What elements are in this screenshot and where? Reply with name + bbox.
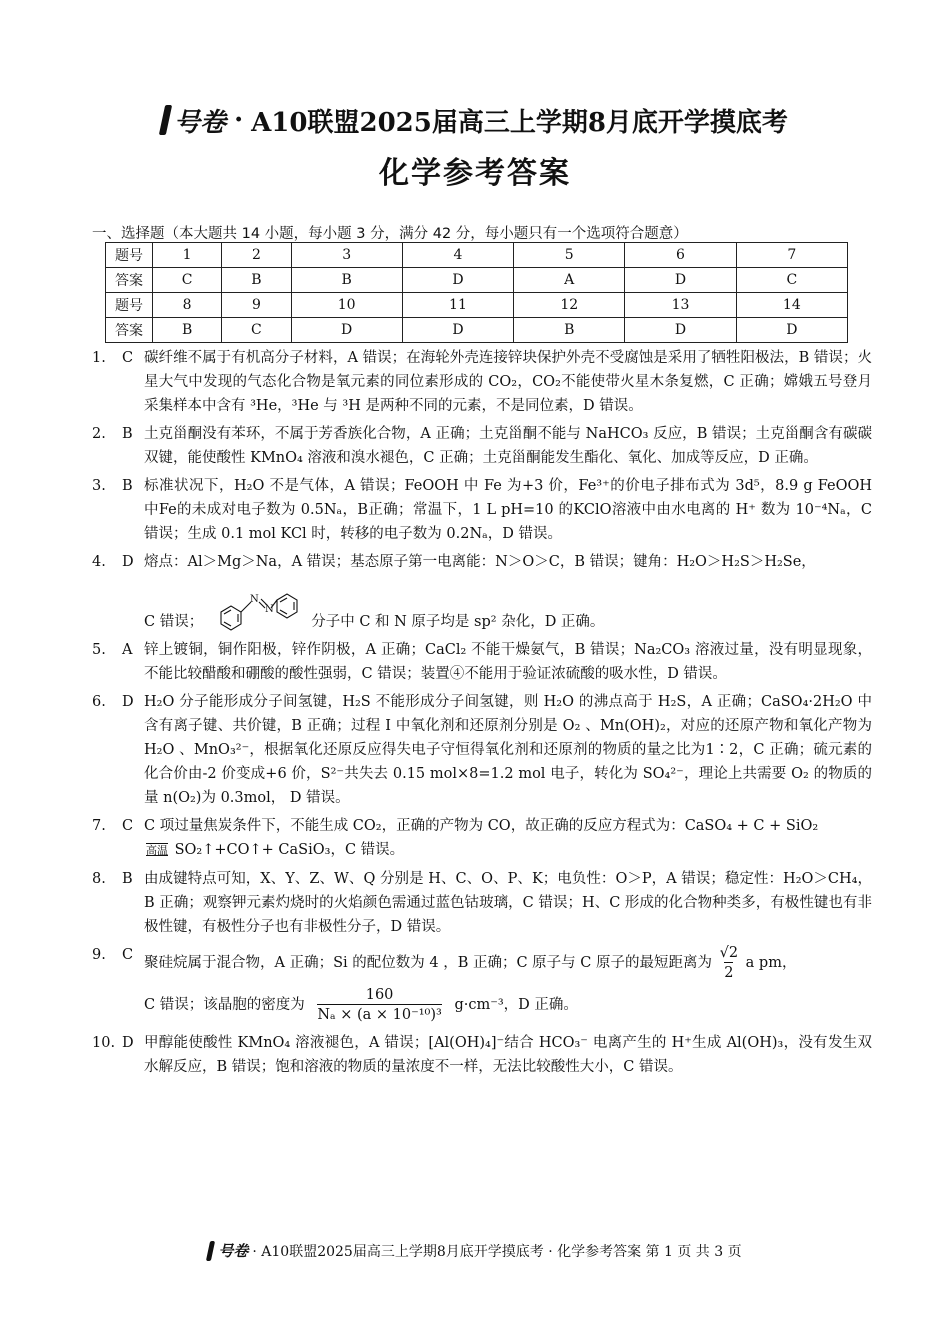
item-text-part: g·cm⁻³，D 正确。 (454, 997, 578, 1013)
answer-table-body (106, 243, 848, 343)
fraction-density (317, 986, 442, 1024)
title-separator: · (234, 105, 244, 135)
brand-logo-text: 号卷 (174, 107, 227, 138)
item-number: 6. (92, 694, 106, 710)
item-text: 标准状况下，H₂O 不是气体，A 错误；FeOOH 中 Fe 为+3 价，Fe³⁺的价电子排布式为 3d⁵，8.9 g FeOOH 中Fe的未成对电子数为 0.5Nₐ，B正确；常温下，1 L pH=10 的KClO溶液中由水电离的 H⁺ 数为 10⁻⁴Nₐ，C 错误；生成 0.1 mol KCl 时，转移的电子数为 0.2Nₐ，D 错误。 (144, 478, 872, 542)
exam-title: A10联盟2025届高三上学期8月底开学摸底考 (251, 107, 788, 138)
item-number: 1. (92, 350, 106, 366)
item-answer: C (122, 818, 134, 834)
question-number-cell: 9 (222, 293, 291, 318)
answer-cell: D (402, 318, 513, 343)
item-text-part: C 错误；该晶胞的密度为 (144, 997, 305, 1013)
explanation-item-8 (92, 867, 872, 939)
page-footer (0, 1240, 950, 1261)
item-text-part: 聚硅烷属于混合物，A 正确；Si 的配位数为 4 ，B 正确；C 原子与 C 原子的最短距离为 (144, 955, 712, 971)
question-number-cell: 14 (736, 293, 847, 318)
section-heading: 一、选择题（本大题共 14 小题，每小题 3 分，满分 42 分，每小题只有一个选项符合题意） (92, 226, 688, 242)
answer-row-label: 答案 (106, 268, 153, 293)
fraction-denominator: 2 (724, 962, 733, 982)
exam-subtitle: 化学参考答案 (379, 156, 571, 191)
svg-text:N: N (250, 594, 259, 605)
answer-cell: D (625, 318, 736, 343)
item-text-line (144, 983, 872, 1027)
reaction-condition: 高温 (146, 844, 168, 857)
exam-title-line (0, 100, 950, 140)
item-text-part: SO₂↑+CO↑+ CaSiO₃，C 错误。 (174, 842, 405, 858)
explanation-item-1 (92, 346, 872, 418)
explanation-item-9 (92, 943, 872, 1027)
item-text: 由成键特点可知，X、Y、Z、W、Q 分别是 H、C、O、P、K；电负性：O＞P，A 错误；稳定性：H₂O＞CH₄，B 正确；观察钾元素灼烧时的火焰颜色需通过蓝色钴玻璃，C 错误；H、C 形成的化合物种类多，有极性键也有非极性键，有极性分子也有非极性分子，D 错误。 (144, 871, 872, 935)
answer-row (106, 318, 848, 343)
item-answer: B (122, 478, 133, 494)
item-text-line: 熔点：Al＞Mg＞Na，A 错误；基态原子第一电离能：N＞O＞C，B 错误；键角：H₂O＞H₂S＞H₂Se， (144, 554, 816, 570)
question-number-cell: 2 (222, 243, 291, 268)
answer-cell: D (402, 268, 513, 293)
explanation-item-7 (92, 814, 872, 863)
question-number-cell: 13 (625, 293, 736, 318)
answer-cell: C (153, 268, 222, 293)
item-text-line: C 项过量焦炭条件下，不能生成 CO₂，正确的产物为 CO，故正确的反应方程式为：CaSO₄ + C + SiO₂ (144, 818, 819, 834)
item-answer: C (122, 350, 134, 366)
answer-cell: A (514, 268, 625, 293)
brand-logo (162, 102, 226, 139)
footer-brand-logo (208, 1240, 248, 1261)
footer-text: · A10联盟2025届高三上学期8月底开学摸底考 · 化学参考答案 第 1 页 共 3 页 (252, 1243, 742, 1260)
item-answer: B (122, 871, 133, 887)
item-text-line (144, 943, 872, 983)
answer-cell: C (736, 268, 847, 293)
answer-cell: C (222, 318, 291, 343)
item-text-part: C 错误； (144, 614, 204, 630)
answer-cell: B (291, 268, 402, 293)
answer-table (105, 242, 848, 343)
item-text (144, 814, 872, 863)
question-number-cell: 11 (402, 293, 513, 318)
question-number-cell: 1 (153, 243, 222, 268)
item-number: 3. (92, 478, 106, 494)
item-text: 土克甾酮没有苯环，不属于芳香族化合物，A 正确；土克甾酮不能与 NaHCO₃ 反应，B 错误；土克甾酮含有碳碳双键，能使酸性 KMnO₄ 溶液和溴水褪色，C 正确；土克甾酮能发生酯化、氧化、加成等反应，D 正确。 (144, 426, 872, 466)
item-answer: A (122, 642, 133, 658)
molecule-line (144, 574, 872, 634)
question-number-cell: 8 (153, 293, 222, 318)
item-text: H₂O 分子能形成分子间氢键，H₂S 不能形成分子间氢键，则 H₂O 的沸点高于 H₂S，A 正确；CaSO₄·2H₂O 中含有离子键、共价键，B 正确；过程 I 中氧化剂和还原剂分别是 O₂ 、Mn(OH)₂，对应的还原产物和氧化产物为 H₂O 、MnO₃²⁻，根据氧化还原反应得失电子守恒得氧化剂和还原剂的物质的量之比为1∶2，C 正确；硫元素的化合价由-2 价变成+6 价，S²⁻共失去 0.15 mol×8=1.2 mol 电子，转化为 SO₄²⁻，理论上共需要 O₂ 的物质的量 n(O₂)为 0.3mol， D 错误。 (144, 694, 872, 806)
item-text-part: a pm， (745, 955, 797, 971)
explanation-item-4 (92, 550, 872, 634)
question-number-cell: 7 (736, 243, 847, 268)
fraction-numerator: 160 (365, 987, 394, 1003)
explanation-item-2 (92, 422, 872, 470)
answer-cell: B (514, 318, 625, 343)
footer-brand-text: 号卷 (218, 1242, 249, 1260)
fraction-numerator: √2 (719, 945, 739, 961)
question-number-cell: 3 (291, 243, 402, 268)
item-text: 锌上镀铜，铜作阳极，锌作阴极，A 正确；CaCl₂ 不能干燥氨气，B 错误；Na₂CO₃ 溶液过量，没有明显现象，不能比较醋酸和硼酸的酸性强弱，C 错误；装置④不能用于验证浓硫酸的吸水性，D 错误。 (144, 642, 872, 682)
question-number-cell: 5 (514, 243, 625, 268)
item-answer: D (122, 1035, 134, 1051)
item-number: 9. (92, 947, 106, 963)
question-number-cell: 6 (625, 243, 736, 268)
item-text: 碳纤维不属于有机高分子材料，A 错误；在海轮外壳连接锌块保护外壳不受腐蚀是采用了牺牲阳极法，B 错误；火星大气中发现的气态化合物是氧元素的同位素形成的 CO₂，CO₂不能使带火星木条复燃，C 正确；嫦娥五号登月采集样本中含有 ³He，³He 与 ³H 是两种不同的元素，不是同位素，D 错误。 (144, 350, 872, 414)
item-text-line (144, 838, 872, 863)
explanation-item-6 (92, 690, 872, 810)
question-number-row (106, 293, 848, 318)
item-number: 4. (92, 554, 106, 570)
item-number: 8. (92, 871, 106, 887)
item-number: 5. (92, 642, 106, 658)
answer-cell: D (625, 268, 736, 293)
item-text: 甲醇能使酸性 KMnO₄ 溶液褪色，A 错误；[Al(OH)₄]⁻结合 HCO₃⁻ 电离产生的 H⁺生成 Al(OH)₃，没有发生双水解反应，B 错误；饱和溶液的物质的量浓度不一样，无法比较酸性大小，C 错误。 (144, 1035, 872, 1075)
item-answer: B (122, 426, 133, 442)
item-text (144, 943, 872, 1027)
question-number-row-label: 题号 (106, 243, 153, 268)
answer-cell: D (291, 318, 402, 343)
item-number: 2. (92, 426, 106, 442)
answer-cell: D (736, 318, 847, 343)
item-text-part: 分子中 C 和 N 原子均是 sp² 杂化，D 正确。 (311, 614, 605, 630)
item-answer: D (122, 694, 134, 710)
question-number-row-label: 题号 (106, 293, 153, 318)
explanations (92, 346, 872, 1083)
explanation-item-3 (92, 474, 872, 546)
fraction-denominator: Nₐ × (a × 10⁻¹⁰)³ (317, 1004, 442, 1024)
question-number-cell: 4 (402, 243, 513, 268)
answer-cell: B (153, 318, 222, 343)
item-text (144, 550, 872, 634)
question-number-row (106, 243, 848, 268)
item-number: 7. (92, 818, 106, 834)
question-number-cell: 12 (514, 293, 625, 318)
answer-cell: B (222, 268, 291, 293)
explanation-item-5 (92, 638, 872, 686)
item-answer: C (122, 947, 134, 963)
answer-row-label: 答案 (106, 318, 153, 343)
explanation-item-10 (92, 1031, 872, 1079)
footer-brand-logo-icon (206, 1241, 215, 1261)
azobenzene-structure-icon (207, 578, 307, 634)
item-answer: D (122, 554, 134, 570)
fraction-sqrt2-over-2 (720, 944, 738, 982)
brand-logo-icon (159, 105, 172, 135)
svg-text:N: N (265, 604, 274, 615)
question-number-cell: 10 (291, 293, 402, 318)
answer-row (106, 268, 848, 293)
item-number: 10. (92, 1035, 116, 1051)
title-block (0, 100, 950, 192)
